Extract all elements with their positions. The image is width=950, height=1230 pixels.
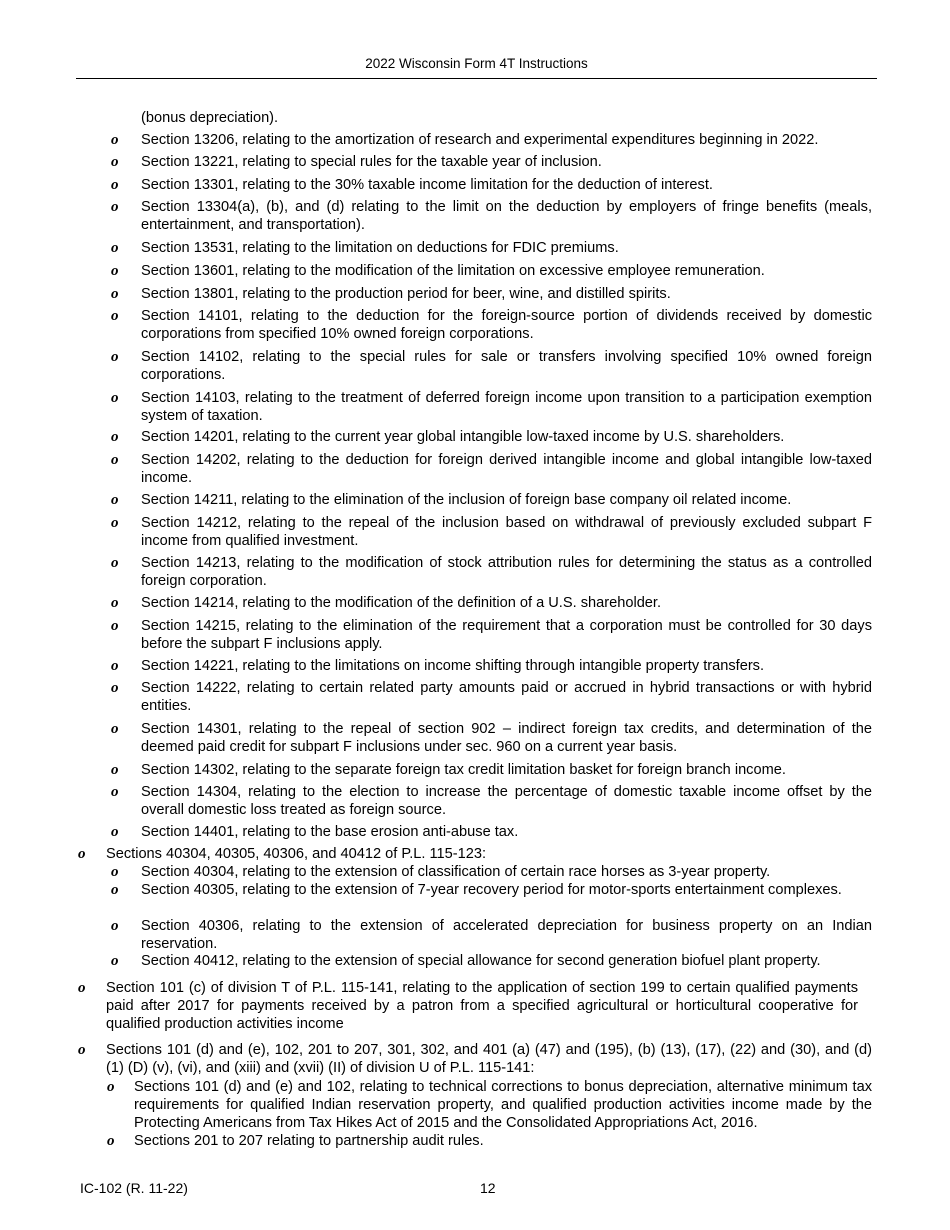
list-item: Section 40305, relating to the extension of 7-year recovery period for motor-sports entertainment complexes. <box>141 882 842 898</box>
bullet-icon: o <box>111 953 119 969</box>
bullet-icon: o <box>78 846 86 862</box>
list-item: Section 13221, relating to special rules for the taxable year of inclusion. <box>141 154 602 170</box>
bullet-icon: o <box>111 864 119 880</box>
list-item: Section 14211, relating to the elimination of the inclusion of foreign base company oil related income. <box>141 492 792 508</box>
footer-form-id: IC-102 (R. 11-22) <box>80 1180 188 1196</box>
list-item: Section 101 (c) of division T of P.L. 115-141, relating to the application of section 199 to certain qualified payments paid after 2017 for payments received by a patron from a specified agricultural or horticultural cooperative for qualified production activities income <box>106 980 858 1032</box>
list-item: Section 14215, relating to the elimination of the requirement that a corporation must be controlled for 30 days before the subpart F inclusions apply. <box>141 618 872 652</box>
list-item: Section 40412, relating to the extension of special allowance for second generation biofuel plant property. <box>141 953 821 969</box>
list-item: Section 14213, relating to the modification of stock attribution rules for determining the status as a controlled foreign corporation. <box>141 555 872 589</box>
bullet-icon: o <box>111 132 119 148</box>
bullet-icon: o <box>111 555 119 571</box>
list-item: Section 40304, relating to the extension of classification of certain race horses as 3-year property. <box>141 864 771 880</box>
list-item: Section 13206, relating to the amortization of research and experimental expenditures beginning in 2022. <box>141 132 819 148</box>
list-item: Section 13301, relating to the 30% taxable income limitation for the deduction of interest. <box>141 177 713 193</box>
bullet-icon: o <box>111 349 119 365</box>
bullet-icon: o <box>111 199 119 215</box>
header-title: 2022 Wisconsin Form 4T Instructions <box>365 56 588 71</box>
bullet-icon: o <box>111 515 119 531</box>
bullet-icon: o <box>111 390 119 406</box>
list-item: Section 13601, relating to the modification of the limitation on excessive employee remuneration. <box>141 263 765 279</box>
list-item: Section 40306, relating to the extension of accelerated depreciation for business property on an Indian reservation. <box>141 918 872 952</box>
bullet-icon: o <box>111 263 119 279</box>
list-item: Section 14222, relating to certain related party amounts paid or accrued in hybrid transactions or with hybrid entities. <box>141 680 872 714</box>
bullet-icon: o <box>111 154 119 170</box>
continuation-text: (bonus depreciation). <box>141 110 279 126</box>
bullet-icon: o <box>111 595 119 611</box>
bullet-icon: o <box>111 784 119 800</box>
list-item: Sections 40304, 40305, 40306, and 40412 of P.L. 115-123: <box>106 846 487 862</box>
list-item: Section 14304, relating to the election to increase the percentage of domestic taxable income offset by the overall domestic loss treated as foreign source. <box>141 784 872 818</box>
page-header <box>76 55 877 79</box>
bullet-icon: o <box>111 492 119 508</box>
bullet-icon: o <box>78 980 86 996</box>
bullet-icon: o <box>111 762 119 778</box>
list-item: Sections 101 (d) and (e), 102, 201 to 207, 301, 302, and 401 (a) (47) and (195), (b) (13), (17), (22) and (30), and (d) (1) (D) (v), (vi), and (xiii) and (xvii) (II) of division U of P.L. 115-141: <box>106 1042 872 1076</box>
bullet-icon: o <box>111 308 119 324</box>
bullet-icon: o <box>111 658 119 674</box>
bullet-icon: o <box>111 452 119 468</box>
bullet-icon: o <box>111 240 119 256</box>
list-item: Section 14401, relating to the base erosion anti-abuse tax. <box>141 824 519 840</box>
list-item: Section 14103, relating to the treatment of deferred foreign income upon transition to a participation exemption system of taxation. <box>141 390 872 424</box>
bullet-icon: o <box>111 882 119 898</box>
list-item: Sections 101 (d) and (e) and 102, relating to technical corrections to bonus depreciation, alternative minimum tax requirements for qualified Indian reservation property, and qualified production activities income made by the Protecting Americans from Tax Hikes Act of 2015 and the Consolidated Appropriations Act, 2016. <box>134 1079 872 1131</box>
list-item: Section 14101, relating to the deduction for the foreign-source portion of dividends received by domestic corporations from specified 10% owned foreign corporations. <box>141 308 872 342</box>
bullet-icon: o <box>111 680 119 696</box>
bullet-icon: o <box>111 721 119 737</box>
bullet-icon: o <box>111 286 119 302</box>
footer-page-number: 12 <box>480 1180 496 1196</box>
list-item: Section 14212, relating to the repeal of the inclusion based on withdrawal of previously excluded subpart F income from qualified investment. <box>141 515 872 549</box>
bullet-icon: o <box>111 618 119 634</box>
bullet-icon: o <box>111 918 119 934</box>
bullet-icon: o <box>107 1133 115 1149</box>
list-item: Section 13304(a), (b), and (d) relating to the limit on the deduction by employers of fringe benefits (meals, entertainment, and transportation). <box>141 199 872 233</box>
list-item: Section 14102, relating to the special rules for sale or transfers involving specified 10% owned foreign corporations. <box>141 349 872 383</box>
list-item: Section 14302, relating to the separate foreign tax credit limitation basket for foreign branch income. <box>141 762 786 778</box>
bullet-icon: o <box>78 1042 86 1058</box>
list-item: Section 13801, relating to the production period for beer, wine, and distilled spirits. <box>141 286 671 302</box>
list-item: Sections 201 to 207 relating to partnership audit rules. <box>134 1133 484 1149</box>
bullet-icon: o <box>111 177 119 193</box>
list-item: Section 14202, relating to the deduction for foreign derived intangible income and global intangible low-taxed income. <box>141 452 872 486</box>
list-item: Section 13531, relating to the limitation on deductions for FDIC premiums. <box>141 240 619 256</box>
list-item: Section 14214, relating to the modification of the definition of a U.S. shareholder. <box>141 595 662 611</box>
bullet-icon: o <box>107 1079 115 1095</box>
bullet-icon: o <box>111 429 119 445</box>
list-item: Section 14201, relating to the current year global intangible low-taxed income by U.S. shareholders. <box>141 429 785 445</box>
list-item: Section 14221, relating to the limitations on income shifting through intangible property transfers. <box>141 658 765 674</box>
list-item: Section 14301, relating to the repeal of section 902 – indirect foreign tax credits, and determination of the deemed paid credit for subpart F inclusions under sec. 960 on a current year basis. <box>141 721 872 755</box>
bullet-icon: o <box>111 824 119 840</box>
